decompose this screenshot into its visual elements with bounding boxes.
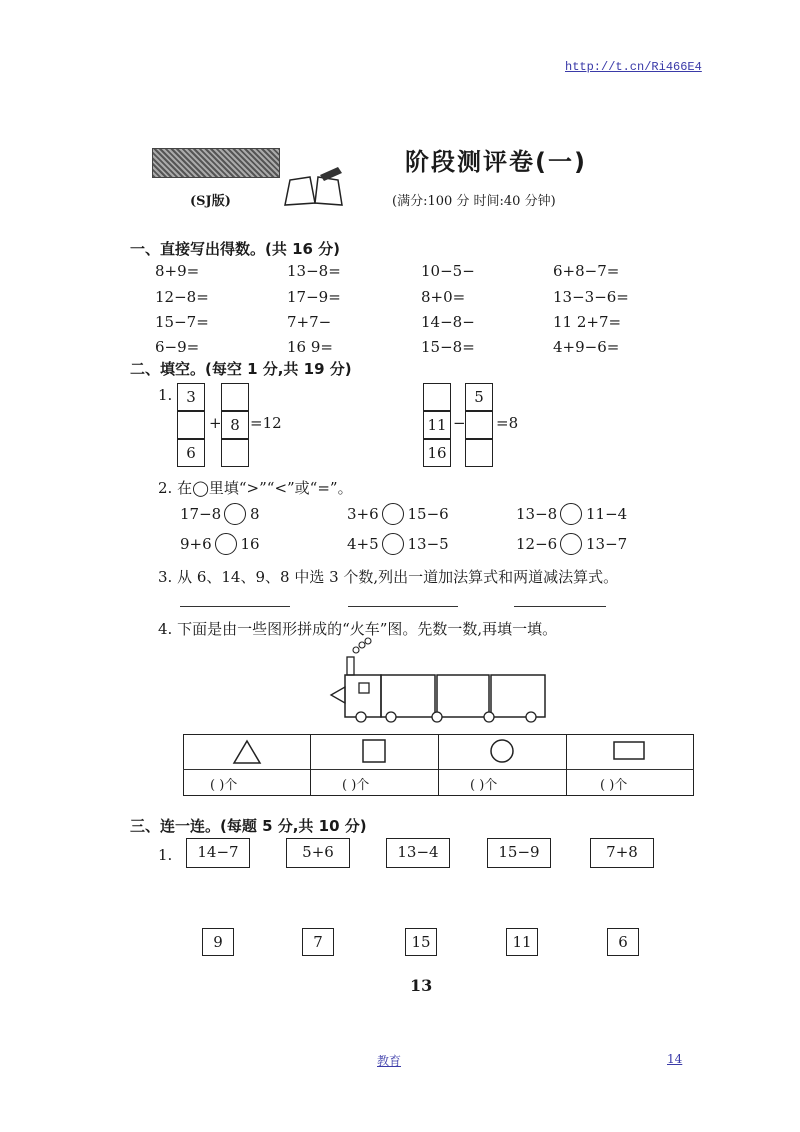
arith-item: 8+0= xyxy=(421,288,466,306)
minus-sign: − xyxy=(453,414,466,432)
compare-circle[interactable] xyxy=(224,503,246,525)
answer-line[interactable] xyxy=(514,606,606,607)
match-expression-box[interactable]: 15−9 xyxy=(487,838,551,868)
square-icon xyxy=(361,738,389,766)
compare-right: 13−5 xyxy=(407,535,449,553)
arith-item: 14−8− xyxy=(421,313,475,331)
answer-box-empty[interactable] xyxy=(465,439,493,467)
s3-number: 1. xyxy=(158,846,173,864)
compare-left: 17−8 xyxy=(180,505,222,523)
match-number-box[interactable]: 9 xyxy=(202,928,234,956)
answer-box: 6 xyxy=(177,439,205,467)
answer-box: 5 xyxy=(465,383,493,411)
page-number: 13 xyxy=(410,976,433,995)
compare-circle[interactable] xyxy=(560,503,582,525)
page-title: 阶段测评卷(一) xyxy=(405,148,587,176)
count-cell-rectangle[interactable]: ( )个 xyxy=(600,778,628,793)
compare-circle[interactable] xyxy=(215,533,237,555)
match-expression-box[interactable]: 5+6 xyxy=(286,838,350,868)
arith-item: 6−9= xyxy=(155,338,200,356)
compare-right: 8 xyxy=(250,505,260,523)
footer-right-link[interactable]: 14 xyxy=(667,1052,683,1066)
table-divider xyxy=(310,734,311,796)
plus-sign: + xyxy=(209,414,222,432)
arith-item: 13−3−6= xyxy=(553,288,629,306)
arith-item: 11 2+7= xyxy=(553,313,622,331)
arith-item: 10−5− xyxy=(421,262,475,280)
table-divider xyxy=(438,734,439,796)
match-expression-box[interactable]: 7+8 xyxy=(590,838,654,868)
compare-right: 15−6 xyxy=(407,505,449,523)
arith-item: 15−7= xyxy=(155,313,209,331)
arith-item: 4+9−6= xyxy=(553,338,620,356)
compare-circle[interactable] xyxy=(382,503,404,525)
match-number-box[interactable]: 11 xyxy=(506,928,538,956)
footer-left-link[interactable]: 教育 xyxy=(377,1054,402,1068)
compare-left: 3+6 xyxy=(347,505,379,523)
count-cell-circle[interactable]: ( )个 xyxy=(470,778,498,793)
compare-circle[interactable] xyxy=(560,533,582,555)
section3-heading: 三、连一连。(每题 5 分,共 10 分) xyxy=(130,817,367,835)
arith-item: 7+7− xyxy=(287,313,332,331)
arith-item: 6+8−7= xyxy=(553,262,620,280)
compare-right: 16 xyxy=(240,535,260,553)
match-number-box[interactable]: 15 xyxy=(405,928,437,956)
compare-left: 12−6 xyxy=(516,535,558,553)
answer-line[interactable] xyxy=(348,606,458,607)
compare-left: 4+5 xyxy=(347,535,379,553)
q2-text: 2. 在◯里填“>”“<”或“=”。 xyxy=(158,479,353,497)
section1-heading: 一、直接写出得数。(共 16 分) xyxy=(130,240,341,258)
match-number-box[interactable]: 6 xyxy=(607,928,639,956)
answer-box-empty[interactable] xyxy=(465,411,493,439)
q4-text: 4. 下面是由一些图形拼成的“火车”图。先数一数,再填一填。 xyxy=(158,620,558,638)
match-number-box[interactable]: 7 xyxy=(302,928,334,956)
header-link[interactable]: http://t.cn/Ri466E4 xyxy=(565,60,702,74)
q1-number: 1. xyxy=(158,386,173,404)
arith-item: 16 9= xyxy=(287,338,333,356)
match-expression-box[interactable]: 14−7 xyxy=(186,838,250,868)
count-cell-square[interactable]: ( )个 xyxy=(342,778,370,793)
equals-result: =8 xyxy=(496,414,519,432)
answer-line[interactable] xyxy=(180,606,290,607)
triangle-icon xyxy=(232,739,262,765)
answer-box: 16 xyxy=(423,439,451,467)
arith-item: 15−8= xyxy=(421,338,475,356)
arith-item: 17−9= xyxy=(287,288,341,306)
answer-box-empty[interactable] xyxy=(177,411,205,439)
count-cell-triangle[interactable]: ( )个 xyxy=(210,778,238,793)
exam-meta: (满分:100 分 时间:40 分钟) xyxy=(392,194,556,209)
match-expression-box[interactable]: 13−4 xyxy=(386,838,450,868)
answer-box: 8 xyxy=(221,411,249,439)
answer-box: 11 xyxy=(423,411,451,439)
answer-box-empty[interactable] xyxy=(423,383,451,411)
equals-result: =12 xyxy=(250,414,282,432)
edition-label: (SJ版) xyxy=(190,194,231,209)
compare-circle[interactable] xyxy=(382,533,404,555)
compare-right: 13−7 xyxy=(586,535,628,553)
compare-left: 9+6 xyxy=(180,535,212,553)
q3-text: 3. 从 6、14、9、8 中选 3 个数,列出一道加法算式和两道减法算式。 xyxy=(158,568,619,586)
table-divider xyxy=(566,734,567,796)
arith-item: 13−8= xyxy=(287,262,341,280)
compare-left: 13−8 xyxy=(516,505,558,523)
rectangle-icon xyxy=(612,740,648,762)
book-icon xyxy=(280,165,350,210)
answer-box: 3 xyxy=(177,383,205,411)
arith-item: 8+9= xyxy=(155,262,200,280)
circle-icon xyxy=(488,738,516,766)
train-figure xyxy=(325,635,555,725)
arith-item: 12−8= xyxy=(155,288,209,306)
answer-box-empty[interactable] xyxy=(221,439,249,467)
badge-banner xyxy=(152,148,280,178)
section2-heading: 二、填空。(每空 1 分,共 19 分) xyxy=(130,360,352,378)
answer-box-empty[interactable] xyxy=(221,383,249,411)
compare-right: 11−4 xyxy=(586,505,628,523)
